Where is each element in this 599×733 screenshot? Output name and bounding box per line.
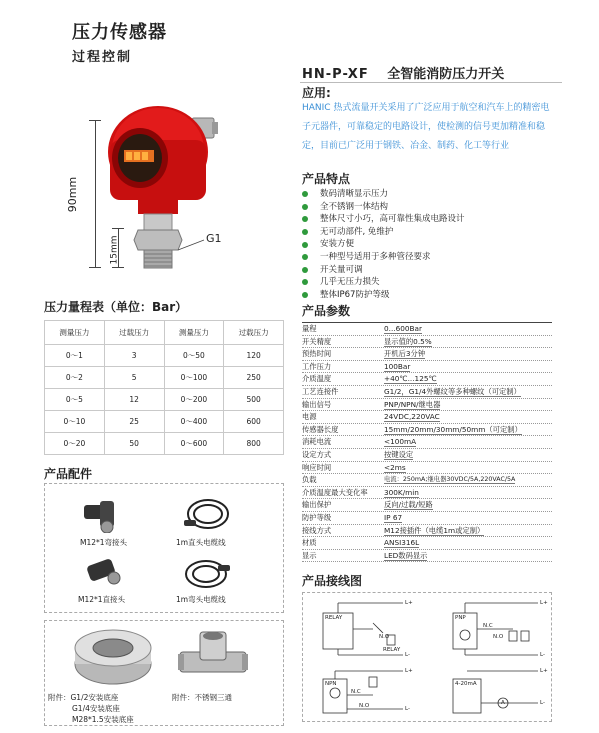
table-row: 传感器长度 15mm/20mm/30mm/50mm（可定制）: [302, 424, 552, 437]
accessory-label: 附件：不锈钢三通: [172, 693, 232, 702]
wiring-heading: 产品接线图: [302, 574, 363, 588]
bullet-icon: [302, 191, 308, 197]
height-dimension-line: [95, 120, 96, 268]
table-row: 防护等级 IP 67: [302, 512, 552, 525]
pressure-sensor-image: [100, 100, 235, 272]
straight-cable-icon: [182, 494, 234, 534]
table-row: 显示 LED数码显示: [302, 550, 552, 563]
table-row: 工作压力 100Bar: [302, 361, 552, 374]
application-text: HANIC 热式流量开关采用了广泛应用于航空和汽车上的精密电子元器件，可靠稳定的电路设计，使检测的信号更加精准和稳定，目前已广泛用于钢铁、冶金、制药、化工等行业: [302, 103, 550, 151]
model-heading: [302, 63, 504, 82]
wiring-diagrams: L+ RELAY N.O RELAY L- L+ PNP N.C N.O L- L+ NPN N.C N.O L- L+ 4-20mA A L-: [302, 592, 552, 722]
bullet-icon: [302, 279, 308, 285]
table-row: 接线方式 M12接插件（电缆1m或定制）: [302, 525, 552, 538]
feature-item: 整体尺寸小巧，高可靠性集成电路设计: [302, 213, 552, 226]
application-heading: 应用:: [302, 86, 331, 100]
elbow-cable-icon: [180, 555, 234, 593]
bullet-icon: [302, 292, 308, 298]
table-row: 输出信号 PNP/NPN/继电器: [302, 399, 552, 412]
pressure-table-heading: 压力量程表（单位：Bar）: [44, 300, 188, 314]
bullet-icon: [302, 254, 308, 260]
features-list: [302, 188, 552, 301]
header-divider: [300, 82, 562, 83]
feature-item: 数码清晰显示压力: [302, 188, 552, 201]
table-header-row: [45, 321, 284, 345]
bullet-icon: [302, 267, 308, 273]
column-header: 测量压力: [45, 321, 105, 345]
pressure-range-table: [44, 320, 284, 455]
accessory-label: M12*1直接头: [78, 595, 126, 604]
table-row: 负载 电流：250mA;继电器30VDC/5A,220VAC/5A: [302, 474, 552, 487]
parameters-heading: 产品参数: [302, 304, 351, 318]
bullet-icon: [302, 229, 308, 235]
table-row: 材质 ANSI316L: [302, 537, 552, 550]
bullet-icon: [302, 216, 308, 222]
bullet-icon: [302, 204, 308, 210]
accessory-label: 1m直头电缆线: [176, 538, 226, 547]
table-row: 量程 0...600Bar: [302, 323, 552, 336]
page-subtitle: 过程控制: [72, 50, 133, 65]
thread-length-label: 15mm: [109, 235, 120, 265]
features-heading: 产品特点: [302, 172, 351, 186]
feature-item: 无可动部件, 免维护: [302, 226, 552, 239]
table-row: 预热时间 开机后3分钟: [302, 348, 552, 361]
column-header: 过载压力: [224, 321, 284, 345]
feature-item: 安装方便: [302, 238, 552, 251]
height-label: 90mm: [66, 176, 80, 213]
tee-fitting-icon: [176, 628, 250, 686]
table-row: 介质温度 +40℃...125℃: [302, 373, 552, 386]
bullet-icon: [302, 242, 308, 248]
table-row: 响应时间 <2ms: [302, 462, 552, 475]
table-row: 设定方式 按键设定: [302, 449, 552, 462]
feature-item: 整体IP67防护等级: [302, 289, 552, 302]
table-row: 0～2 5 0～100 250: [45, 367, 284, 389]
table-row: 开关精度 显示值的0.5%: [302, 336, 552, 349]
column-header: 过载压力: [104, 321, 164, 345]
table-row: 消耗电流 <100mA: [302, 436, 552, 449]
straight-connector-icon: [84, 556, 124, 590]
mounting-base-icon: [68, 626, 158, 688]
elbow-connector-icon: [82, 497, 124, 533]
accessory-label: 1m弯头电缆线: [176, 595, 226, 604]
parameters-table: [302, 322, 552, 562]
feature-item: 几乎无压力损失: [302, 276, 552, 289]
table-row: 电源 24VDC,220VAC: [302, 411, 552, 424]
table-row: 0～10 25 0～400 600: [45, 411, 284, 433]
mounting-base-labels: 附件：G1/2安装底座 G1/4安装底座 M28*1.5安装底座: [48, 693, 134, 724]
table-row: 介质温度最大变化率 300K/min: [302, 487, 552, 500]
wiring-lines: [303, 593, 551, 721]
table-row: 输出保护 反向/过载/短路: [302, 499, 552, 512]
feature-item: 全不锈钢一体结构: [302, 201, 552, 214]
table-row: 0～5 12 0～200 500: [45, 389, 284, 411]
feature-item: 一种型号适用于多种管径要求: [302, 251, 552, 264]
table-row: 0～1 3 0～50 120: [45, 345, 284, 367]
table-row: 工艺连接件 G1/2，G1/4外螺纹等多种螺纹（可定制）: [302, 386, 552, 399]
feature-item: 开关量可调: [302, 264, 552, 277]
table-row: 0～20 50 0～600 800: [45, 433, 284, 455]
accessory-label: M12*1弯接头: [80, 538, 128, 547]
model-description: 全智能消防压力开关: [387, 67, 505, 82]
connector-label: G1: [206, 232, 222, 245]
page-title: 压力传感器: [72, 22, 167, 43]
accessories-heading: 产品配件: [44, 467, 93, 481]
model-name: HN-P-XF: [302, 67, 369, 82]
column-header: 测量压力: [164, 321, 224, 345]
